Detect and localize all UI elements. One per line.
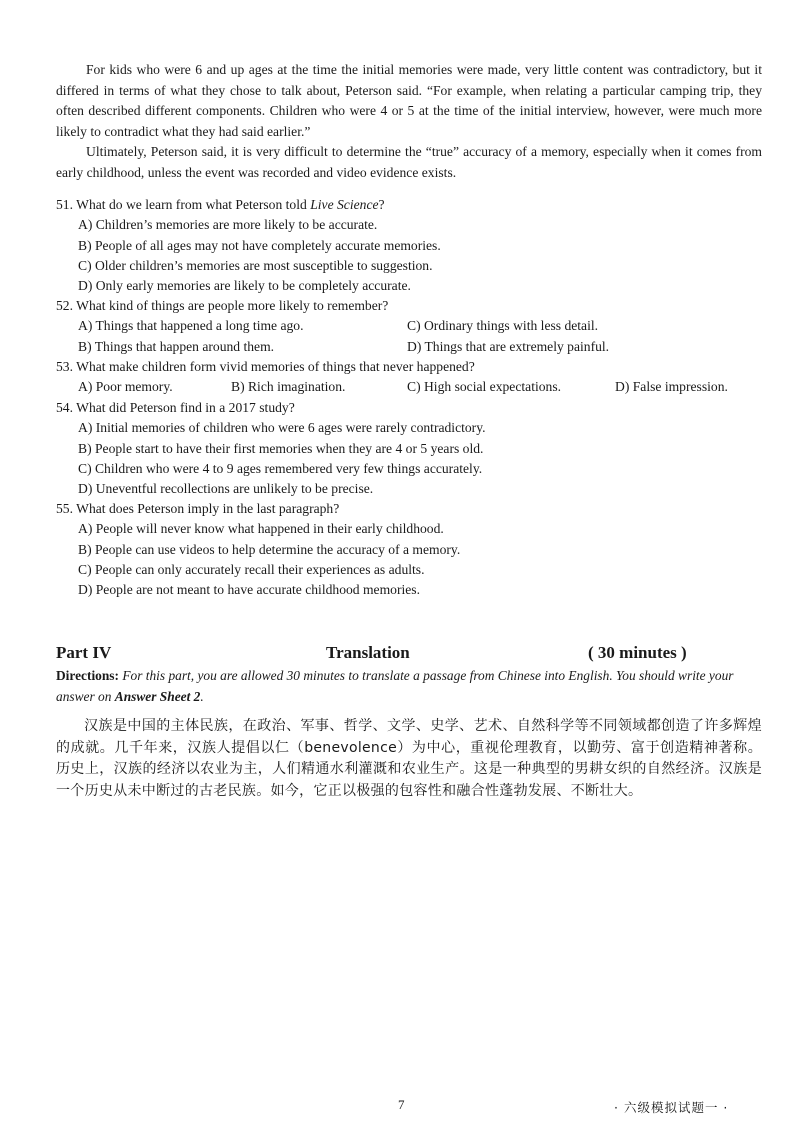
option-a: A) People will never know what happened in their early childhood. [78,521,444,537]
part-heading [56,643,762,665]
footer-label: · 六级模拟试题一 · [614,1100,729,1115]
option-a: A) Children’s memories are more likely to be accurate. [78,217,378,233]
option-d: D) Uneventful recollections are unlikely to be precise. [78,481,374,497]
option-b: B) People of all ages may not have completely accurate memories. [78,237,441,253]
part-label: Part IV [56,643,112,662]
option-b: B) Things that happen around them. [78,338,275,354]
option-c: C) Older children’s memories are most susceptible to suggestion. [78,257,433,273]
publication-name: Live Science [310,197,379,212]
option-a: A) Poor memory. [78,379,173,395]
question-stem: 54. What did Peterson find in a 2017 study? [56,400,295,415]
page-number: 7 [398,1097,405,1112]
question-stem: 53. What make children form vivid memories of things that never happened? [56,359,475,374]
question-stem: 51. What do we learn from what Peterson told Live Science? [56,197,385,212]
passage-paragraph-1 [56,60,762,142]
question-51 [56,195,776,296]
question-52 [56,296,776,357]
option-c: C) High social expectations. [407,379,562,395]
option-row [56,316,776,336]
option-d: D) False impression. [615,379,728,395]
option-d: D) Only early memories are likely to be completely accurate. [78,278,411,294]
passage-paragraph-1-text: For kids who were 6 and up ages at the time the initial memories were made, very little content was contradictory, but it differed in terms of what they chose to talk about, Peterson said. “For example, when relating a particular camping trip, they often described different components. Children who were 4 or 5 at the time of the initial interview, however, were much more likely to contradict what they had said earlier.” [56,62,762,139]
question-55 [56,499,776,600]
passage-paragraph-2 [56,142,762,183]
option-b: B) Rich imagination. [231,379,346,395]
option-d: D) Things that are extremely painful. [407,338,610,354]
option-d: D) People are not meant to have accurate childhood memories. [78,582,420,598]
question-54 [56,398,776,499]
passage-paragraph-2-text: Ultimately, Peterson said, it is very difficult to determine the “true” accuracy of a memory, especially when it comes from early childhood, unless the event was recorded and video evidence exists. [56,144,762,180]
option-c: C) Children who were 4 to 9 ages remembered very few things accurately. [78,460,483,476]
option-c: C) Ordinary things with less detail. [407,318,599,334]
option-a: A) Things that happened a long time ago. [78,318,304,334]
option-c: C) People can only accurately recall their experiences as adults. [78,561,425,577]
option-b: B) People start to have their first memories when they are 4 or 5 years old. [78,440,484,456]
part-title: Translation [326,643,410,662]
directions: Directions: For this part, you are allowed 30 minutes to translate a passage from Chinese into English. You should write your answer on Answer Sheet 2. [56,668,734,704]
part-time: ( 30 minutes ) [588,643,687,662]
option-a: A) Initial memories of children who were 6 ages were rarely contradictory. [78,420,486,436]
translation-passage [56,716,762,802]
question-stem: 52. What kind of things are people more likely to remember? [56,298,389,313]
option-row [56,377,776,397]
option-row [56,337,776,357]
question-53 [56,357,776,398]
translation-passage-text: 汉族是中国的主体民族，在政治、军事、哲学、文学、史学、艺术、自然科学等不同领域都创造了许多辉煌的成就。几千年来，汉族人提倡以仁（benevolence）为中心，重视伦理教育，以勤劳、富于创造精神著称。历史上，汉族的经济以农业为主，人们精通水利灌溉和农业生产。这是一种典型的男耕女织的自然经济。汉族是一个历史从未中断过的古老民族。如今，它正以极强的包容性和融合性蓬勃发展、不断壮大。 [56,718,762,799]
directions-label: Directions: [56,668,119,683]
answer-sheet-ref: Answer Sheet 2 [114,688,201,704]
option-b: B) People can use videos to help determine the accuracy of a memory. [78,541,461,557]
question-stem: 55. What does Peterson imply in the last paragraph? [56,501,340,516]
